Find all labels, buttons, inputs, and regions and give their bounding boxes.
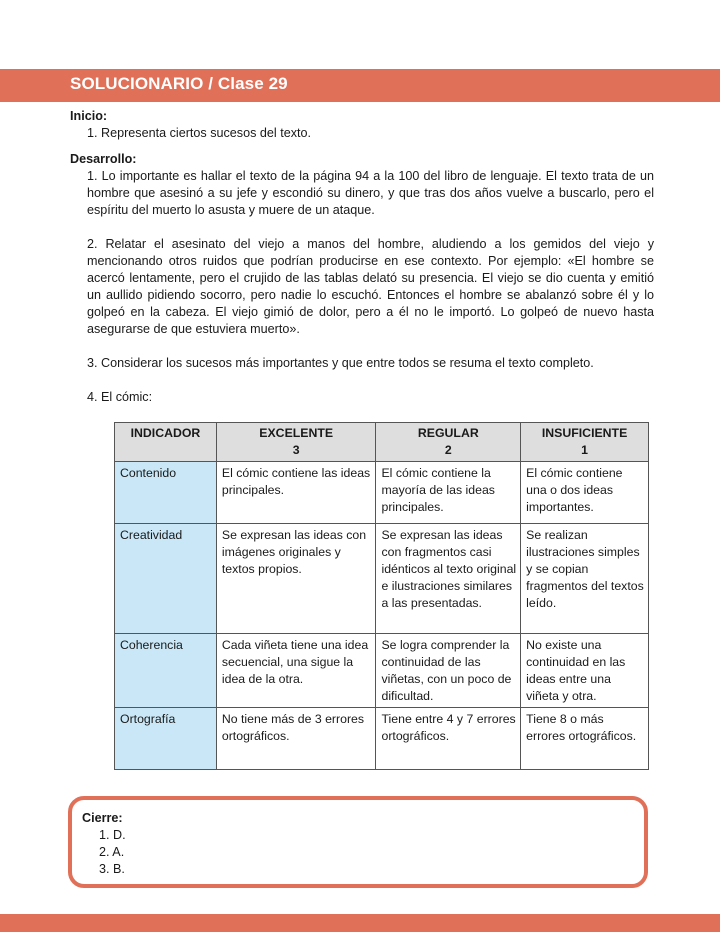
- excelente-cell: No tiene más de 3 errores ortográficos.: [216, 708, 376, 770]
- title-banner: [0, 69, 720, 102]
- excelente-cell: El cómic contiene las ideas principales.: [216, 462, 376, 524]
- cierre-box: [68, 796, 648, 888]
- indicator-cell: Contenido: [115, 462, 217, 524]
- list-item: 3. B.: [99, 862, 125, 876]
- footer-bar: [0, 914, 720, 932]
- insuficiente-cell: El cómic contiene una o dos ideas importantes.: [521, 462, 649, 524]
- inicio-heading: Inicio:: [70, 109, 108, 123]
- indicator-cell: Creatividad: [115, 524, 217, 634]
- excelente-cell: Cada viñeta tiene una idea secuencial, una sigue la idea de la otra.: [216, 634, 376, 708]
- table-row: [115, 634, 649, 708]
- desarrollo-paragraph-2: 2. Relatar el asesinato del viejo a manos del hombre, aludiendo a los gemidos del viejo y mencionando otros ruidos que podrían producirse en ese contexto. Por ejemplo: «El hombre se acercó lentamente, pero el crujido de las tablas delató su presencia. El viejo se dio cuenta y emitió un aullido pidiendo socorro, pero nadie lo escuchó. Entonces el hombre se abalanzó sobre él y lo golpeó en la cabeza. El viejo gimió de dolor, pero a él no le importó. Lo golpeó de nuevo hasta asegurarse de que estuviera muerto».: [87, 237, 654, 336]
- regular-cell: Se logra comprender la continuidad de las viñetas, con un poco de dificultad.: [376, 634, 521, 708]
- header-excelente: EXCELENTE 3: [216, 423, 376, 462]
- score-excelente: 3: [292, 443, 300, 457]
- desarrollo-heading: Desarrollo:: [70, 152, 137, 166]
- inicio-item: 1. Representa ciertos sucesos del texto.: [87, 126, 312, 140]
- regular-cell: Tiene entre 4 y 7 errores ortográficos.: [376, 708, 521, 770]
- main-content: [70, 108, 654, 406]
- header-insuficiente: INSUFICIENTE 1: [521, 423, 649, 462]
- score-insuficiente: 1: [581, 443, 588, 457]
- regular-cell: El cómic contiene la mayoría de las ideas principales.: [376, 462, 521, 524]
- indicator-cell: Coherencia: [115, 634, 217, 708]
- score-regular: 2: [444, 443, 452, 457]
- rubric-header-row: [115, 423, 649, 462]
- desarrollo-paragraph-1: 1. Lo importante es hallar el texto de la página 94 a la 100 del libro de lenguaje. El texto trata de un hombre que asesinó a su jefe y escondió su dinero, y que tras dos años vuelve a buscarlo, pero el espíritu del muerto lo asusta y muere de un ataque.: [87, 169, 654, 217]
- comic-rubric-table: [114, 422, 649, 770]
- insuficiente-cell: No existe una continuidad en las ideas entre una viñeta y otra.: [521, 634, 649, 708]
- insuficiente-cell: Tiene 8 o más errores ortográficos.: [521, 708, 649, 770]
- page-title: SOLUCIONARIO / Clase 29: [70, 74, 288, 93]
- list-item: 1. D.: [99, 828, 126, 842]
- table-row: [115, 524, 649, 634]
- excelente-cell: Se expresan las ideas con imágenes originales y textos propios.: [216, 524, 376, 634]
- table-row: [115, 708, 649, 770]
- desarrollo-paragraph-3: 3. Considerar los sucesos más importantes y que entre todos se resuma el texto completo.: [87, 356, 594, 370]
- cierre-heading: Cierre:: [82, 811, 123, 825]
- insuficiente-cell: Se realizan ilustraciones simples y se copian fragmentos del textos leído.: [521, 524, 649, 634]
- indicator-cell: Ortografía: [115, 708, 217, 770]
- header-regular: REGULAR 2: [376, 423, 521, 462]
- list-item: 2. A.: [99, 845, 125, 859]
- desarrollo-paragraph-4: 4. El cómic:: [87, 390, 153, 404]
- regular-cell: Se expresan las ideas con fragmentos casi idénticos al texto original e ilustraciones similares a las presentadas.: [376, 524, 521, 634]
- table-row: [115, 462, 649, 524]
- header-indicador: INDICADOR: [115, 423, 217, 462]
